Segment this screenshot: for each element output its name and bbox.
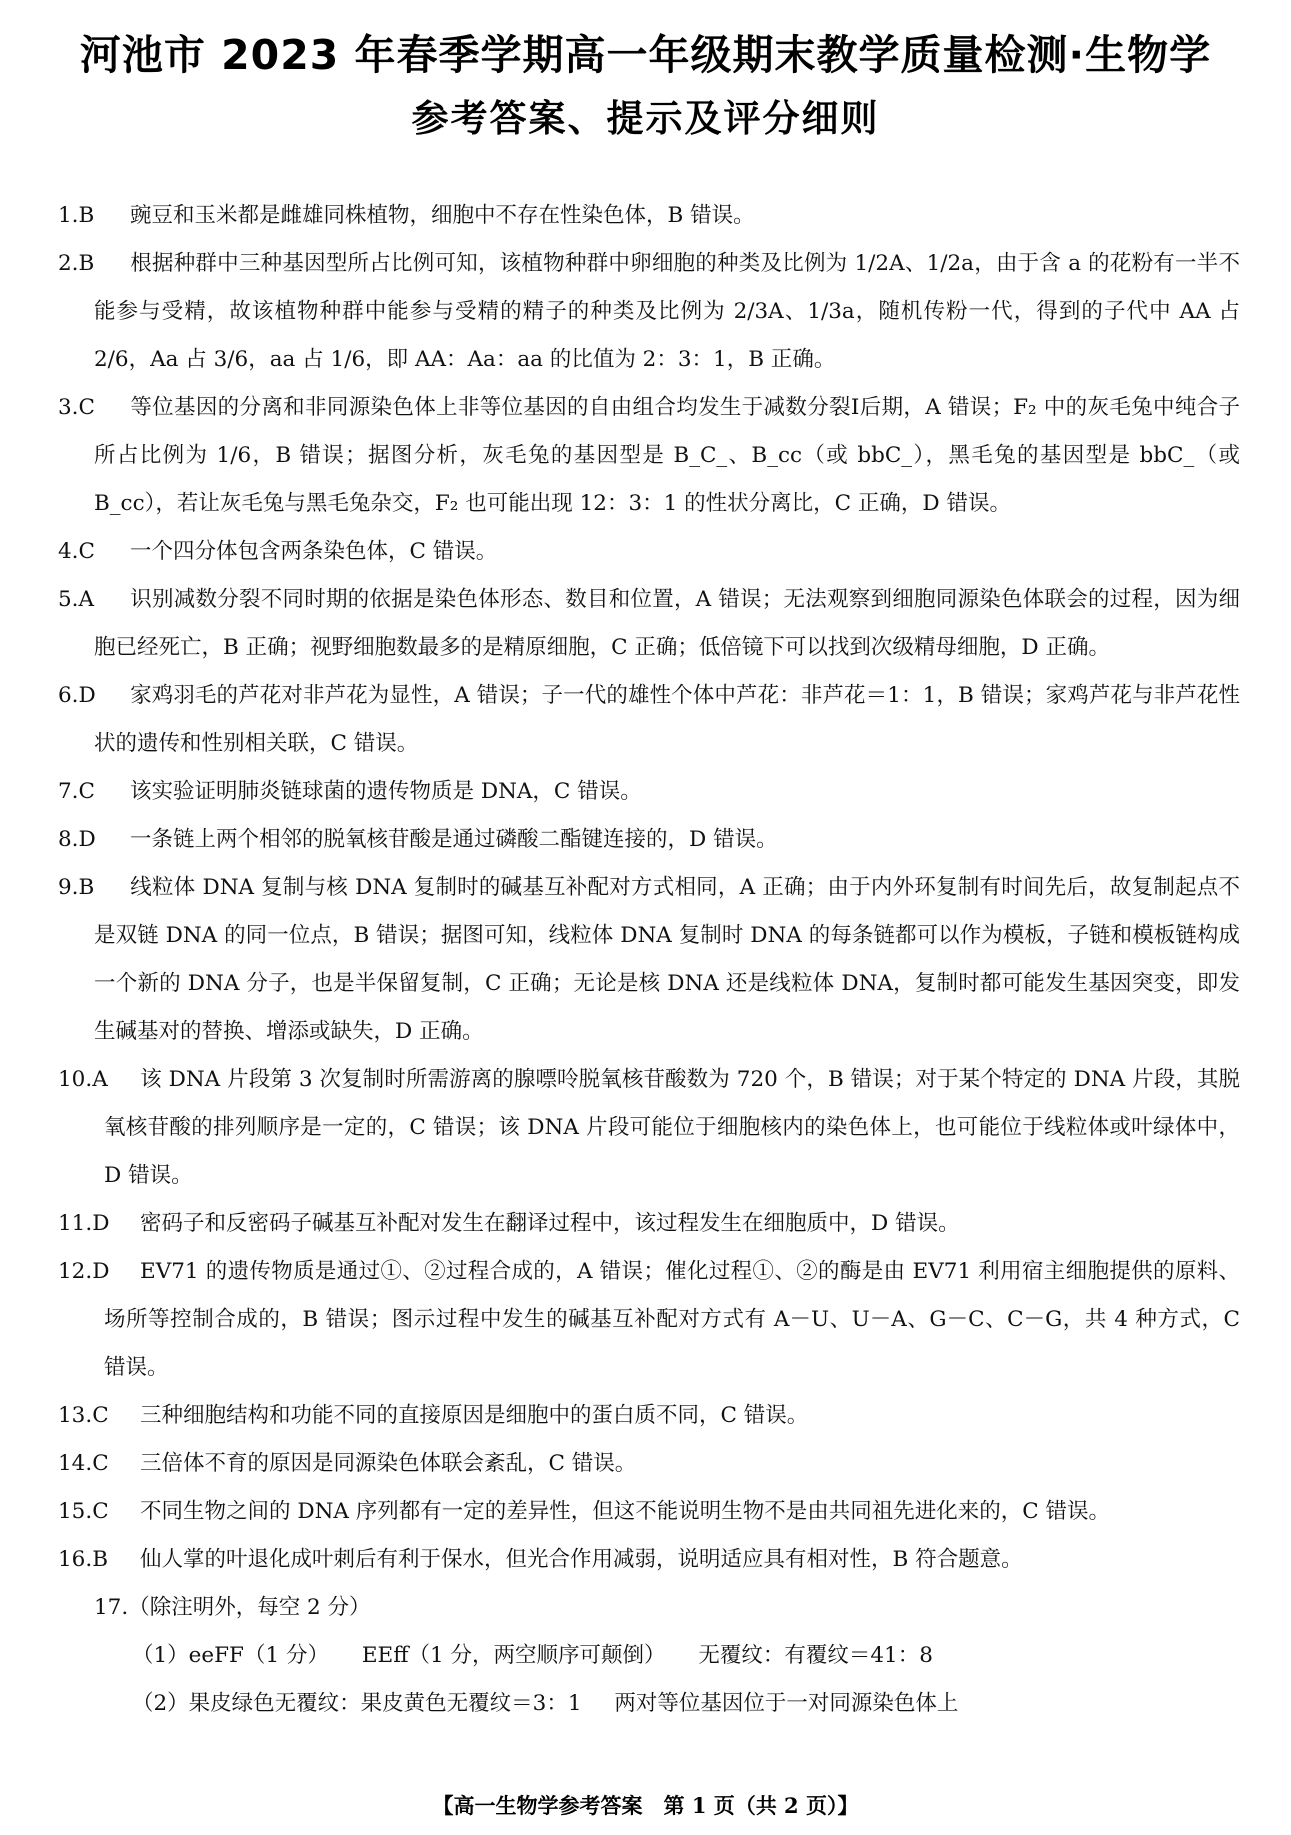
answer-item	[58, 240, 1240, 384]
answer-item	[58, 192, 1240, 240]
answer-item-explanation: 三倍体不育的原因是同源染色体联会紊乱，C 错误。	[140, 1451, 637, 1476]
answer-item-body	[104, 1056, 1240, 1200]
page-title: 河池市 2023 年春季学期高一年级期末教学质量检测·生物学	[79, 31, 1212, 79]
question-17-head: 17.（除注明外，每空 2 分）	[94, 1595, 371, 1620]
answer-item-label	[58, 1392, 122, 1440]
answer-item-number: 8.	[58, 827, 79, 852]
answer-item-number: 9.	[58, 875, 79, 900]
answer-item-body	[104, 1536, 1240, 1584]
answer-item-explanation: 一条链上两个相邻的脱氧核苷酸是通过磷酸二酯键连接的，D 错误。	[130, 827, 778, 852]
answer-item-explanation: 家鸡羽毛的芦花对非芦花为显性，A 错误；子一代的雄性个体中芦花：非芦花＝1：1，B 错误；家鸡芦花与非芦花性状的遗传和性别相关联，C 错误。	[94, 683, 1240, 756]
answer-item-label	[58, 1056, 122, 1104]
answer-item-body	[94, 384, 1240, 528]
answer-item-body	[104, 1248, 1240, 1392]
answer-item-number: 6.	[58, 683, 79, 708]
answer-item-body	[94, 816, 1240, 864]
answer-item-explanation: 密码子和反密码子碱基互补配对发生在翻译过程中，该过程发生在细胞质中，D 错误。	[140, 1211, 960, 1236]
answer-item-choice: C	[92, 1451, 109, 1476]
answer-item-label	[58, 768, 109, 816]
answer-item-explanation: 仙人掌的叶退化成叶刺后有利于保水，但光合作用减弱，说明适应具有相对性，B 符合题意。	[140, 1547, 1023, 1572]
answer-item	[58, 672, 1240, 768]
answer-item	[58, 1440, 1240, 1488]
answer-item-body	[94, 768, 1240, 816]
answer-item-body	[94, 240, 1240, 384]
answer-item	[58, 1536, 1240, 1584]
answer-item-explanation: 该 DNA 片段第 3 次复制时所需游离的腺嘌呤脱氧核苷酸数为 720 个，B 错误；对于某个特定的 DNA 片段，其脱氧核苷酸的排列顺序是一定的，C 错误；该 DNA 片段可能位于细胞核内的染色体上，也可能位于线粒体或叶绿体中，D 错误。	[104, 1067, 1240, 1188]
answer-item-choice: C	[92, 1499, 109, 1524]
answer-item-label	[58, 864, 109, 912]
answer-item	[58, 1056, 1240, 1200]
answer-item-number: 7.	[58, 779, 79, 804]
answer-item-choice: B	[78, 251, 95, 276]
answer-item-choice: D	[92, 1259, 110, 1284]
answer-item-label	[58, 528, 109, 576]
answer-item-choice: C	[78, 395, 95, 420]
answer-item-choice: A	[78, 587, 95, 612]
answer-item-number: 12.	[58, 1259, 93, 1284]
answer-item-number: 4.	[58, 539, 79, 564]
answer-item-body	[94, 576, 1240, 672]
answer-item-body	[104, 1200, 1240, 1248]
answer-item-number: 5.	[58, 587, 79, 612]
question-17-part-2	[94, 1680, 1240, 1728]
answer-item-body	[94, 864, 1240, 1056]
answer-item-explanation: 不同生物之间的 DNA 序列都有一定的差异性，但这不能说明生物不是由共同祖先进化来的，C 错误。	[140, 1499, 1111, 1524]
answer-item-choice: A	[92, 1067, 108, 1092]
answer-item-explanation: 等位基因的分离和非同源染色体上非等位基因的自由组合均发生于减数分裂Ⅰ后期，A 错误；F₂ 中的灰毛兔中纯合子所占比例为 1/6，B 错误；据图分析，灰毛兔的基因型是 B_C_、B_cc（或 bbC_），黑毛兔的基因型是 bbC_（或 B_cc），若让灰毛兔与黑毛兔杂交，F₂ 也可能出现 12：3：1 的性状分离比，C 正确，D 错误。	[94, 395, 1240, 516]
question-17-part-1	[94, 1632, 1240, 1680]
answer-item-label	[58, 240, 109, 288]
page-subtitle: 参考答案、提示及评分细则	[411, 97, 880, 140]
part-2-answer-a: （2）果皮绿色无覆纹：果皮黄色无覆纹＝3：1	[132, 1691, 582, 1716]
answer-item-explanation: 一个四分体包含两条染色体，C 错误。	[130, 539, 498, 564]
answer-item-explanation: 豌豆和玉米都是雌雄同株植物，细胞中不存在性染色体，B 错误。	[130, 203, 755, 228]
choice-answers	[58, 192, 1240, 1584]
answer-item-number: 10.	[58, 1067, 93, 1092]
answer-item-choice: C	[78, 779, 95, 804]
answer-item	[58, 816, 1240, 864]
answer-item-label	[58, 576, 109, 624]
answer-item	[58, 576, 1240, 672]
answer-item-number: 14.	[58, 1451, 93, 1476]
answer-item-body	[94, 672, 1240, 768]
answer-item-body	[94, 192, 1240, 240]
answer-item	[58, 528, 1240, 576]
answer-item-choice: C	[92, 1403, 109, 1428]
answer-item-choice: B	[78, 875, 95, 900]
answer-item	[58, 768, 1240, 816]
answer-item-explanation: 根据种群中三种基因型所占比例可知，该植物种群中卵细胞的种类及比例为 1/2A、1/2a，由于含 a 的花粉有一半不能参与受精，故该植物种群中能参与受精的精子的种类及比例为 2/3A、1/3a，随机传粉一代，得到的子代中 AA 占 2/6，Aa 占 3/6，aa 占 1/6，即 AA：Aa：aa 的比值为 2：3：1，B 正确。	[94, 251, 1240, 372]
answer-item-choice: D	[78, 683, 96, 708]
question-17	[58, 1584, 1240, 1728]
answer-item-label	[58, 1536, 122, 1584]
part-1-answer-b: EEff（1 分，两空顺序可颠倒）	[361, 1643, 666, 1668]
answer-item-choice: B	[92, 1547, 109, 1572]
answer-item-choice: C	[78, 539, 95, 564]
answer-item-body	[104, 1488, 1240, 1536]
part-1-answer-c: 无覆纹：有覆纹＝41：8	[698, 1643, 933, 1668]
answer-item-number: 1.	[58, 203, 79, 228]
answer-item-choice: D	[92, 1211, 110, 1236]
answer-item	[58, 1200, 1240, 1248]
answer-item-number: 13.	[58, 1403, 93, 1428]
answer-item-explanation: 识别减数分裂不同时期的依据是染色体形态、数目和位置，A 错误；无法观察到细胞同源染色体联会的过程，因为细胞已经死亡，B 正确；视野细胞数最多的是精原细胞，C 正确；低倍镜下可以找到次级精母细胞，D 正确。	[94, 587, 1240, 660]
answer-item-number: 11.	[58, 1211, 93, 1236]
answer-item	[58, 1488, 1240, 1536]
answer-item-label	[58, 1200, 122, 1248]
answer-item-label	[58, 384, 109, 432]
answer-item-choice: B	[78, 203, 95, 228]
answer-item-explanation: 该实验证明肺炎链球菌的遗传物质是 DNA，C 错误。	[130, 779, 642, 804]
answer-item	[58, 864, 1240, 1056]
part-2-answer-b: 两对等位基因位于一对同源染色体上	[614, 1691, 959, 1716]
answer-item-label	[58, 1248, 122, 1296]
answer-item-body	[94, 528, 1240, 576]
answer-item-explanation: 线粒体 DNA 复制与核 DNA 复制时的碱基互补配对方式相同，A 正确；由于内外环复制有时间先后，故复制起点不是双链 DNA 的同一位点，B 错误；据图可知，线粒体 DNA 复制时 DNA 的每条链都可以作为模板，子链和模板链构成一个新的 DNA 分子，也是半保留复制，C 正确；无论是核 DNA 还是线粒体 DNA，复制时都可能发生基因突变，即发生碱基对的替换、增添或缺失，D 正确。	[94, 875, 1240, 1044]
answer-item	[58, 1392, 1240, 1440]
answer-item-label	[58, 1440, 122, 1488]
answer-item-body	[104, 1440, 1240, 1488]
answer-item-number: 2.	[58, 251, 79, 276]
page-footer: 【高一生物学参考答案 第 1 页（共 2 页）】	[432, 1793, 859, 1818]
answer-item-number: 16.	[58, 1547, 93, 1572]
answer-item-body	[104, 1392, 1240, 1440]
answer-item-choice: D	[78, 827, 96, 852]
answer-item	[58, 1248, 1240, 1392]
answer-item-label	[58, 816, 109, 864]
answer-item-label	[58, 1488, 122, 1536]
answer-item-number: 3.	[58, 395, 79, 420]
answer-list	[58, 192, 1240, 1728]
answer-item-label	[58, 192, 109, 240]
answer-item-number: 15.	[58, 1499, 93, 1524]
answer-item-explanation: EV71 的遗传物质是通过①、②过程合成的，A 错误；催化过程①、②的酶是由 EV71 利用宿主细胞提供的原料、场所等控制合成的，B 错误；图示过程中发生的碱基互补配对方式有 A－U、U－A、G－C、C－G，共 4 种方式，C 错误。	[104, 1259, 1240, 1380]
answer-item-explanation: 三种细胞结构和功能不同的直接原因是细胞中的蛋白质不同，C 错误。	[140, 1403, 809, 1428]
answer-item	[58, 384, 1240, 528]
answer-item-label	[58, 672, 109, 720]
part-1-answer-a: （1）eeFF（1 分）	[132, 1643, 329, 1668]
